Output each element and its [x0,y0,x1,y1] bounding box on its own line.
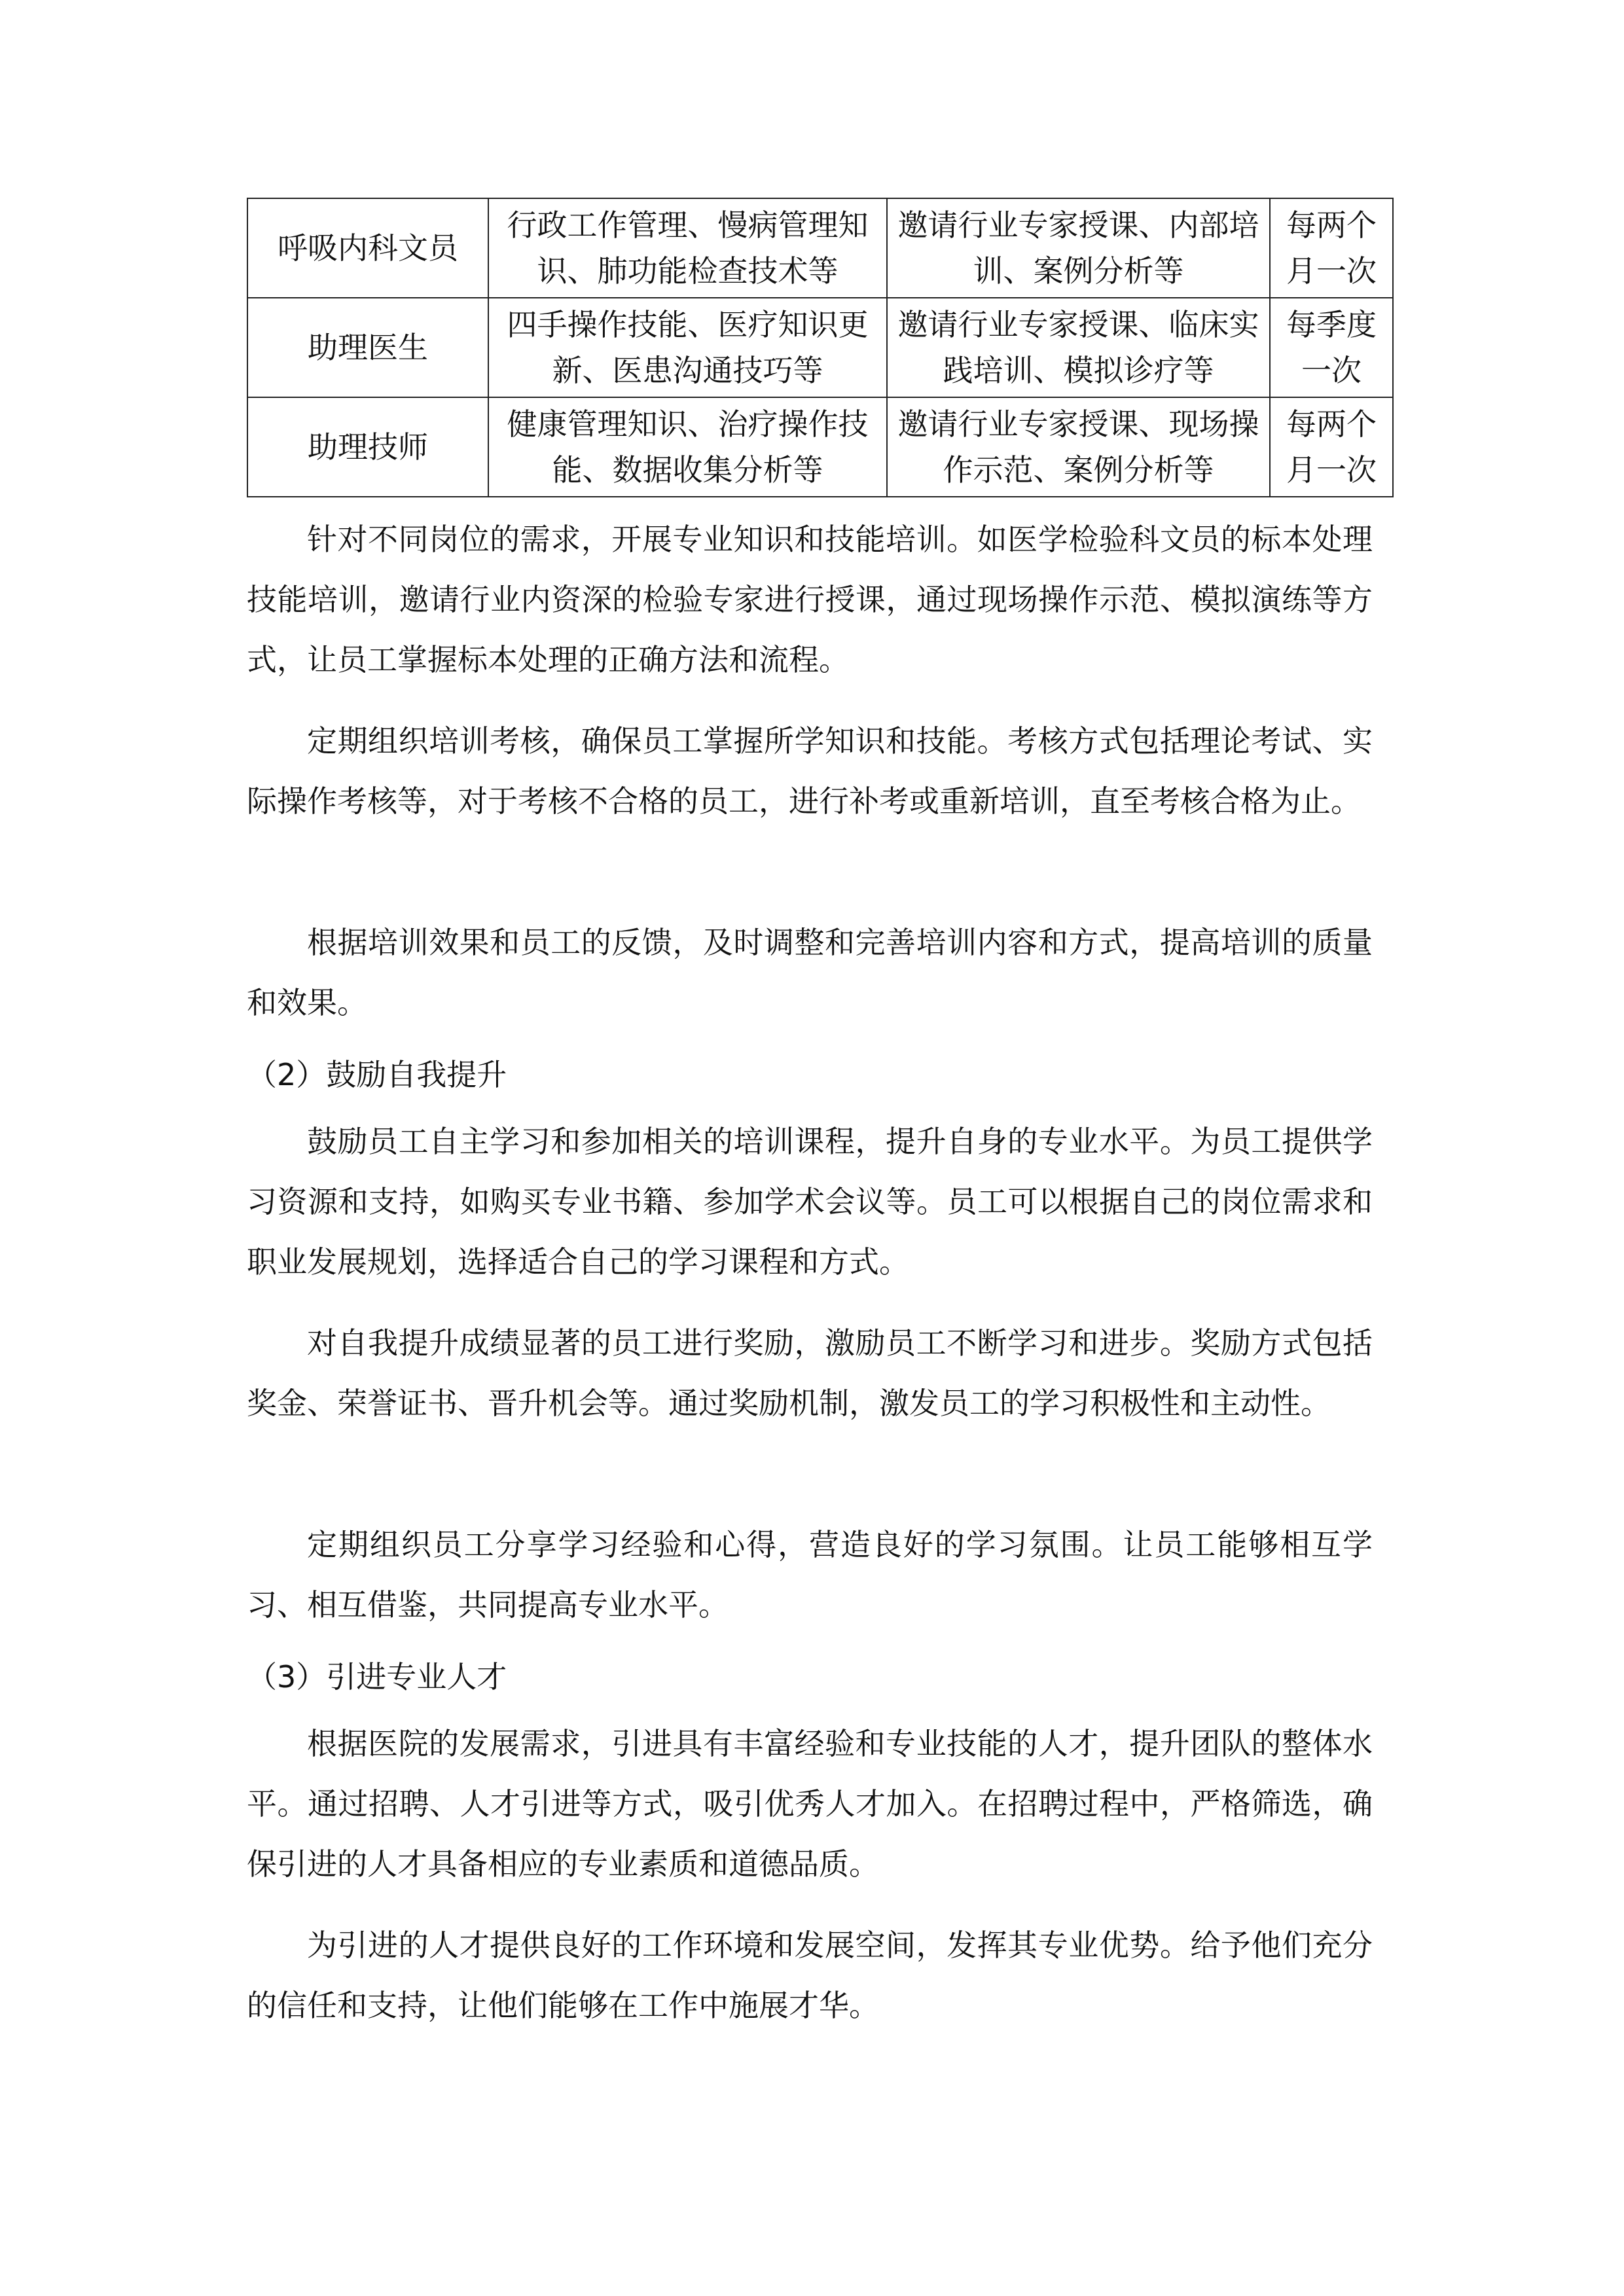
paragraph: 根据培训效果和员工的反馈，及时调整和完善培训内容和方式，提高培训的质量和效果。 [247,925,1373,1020]
table-cell-position: 助理技师 [247,397,488,497]
table-cell-position: 呼吸内科文员 [247,198,488,298]
table-row [247,397,1393,497]
table-row [247,198,1393,298]
table-cell-frequency: 每两个月一次 [1270,198,1393,298]
training-table [247,198,1394,497]
table-row [247,298,1393,397]
paragraph: 针对不同岗位的需求，开展专业知识和技能培训。如医学检验科文员的标本处理技能培训，邀请行业内资深的检验专家进行授课，通过现场操作示范、模拟演练等方式，让员工掌握标本处理的正确方法和流程。 [247,522,1373,677]
paragraph: 定期组织培训考核，确保员工掌握所学知识和技能。考核方式包括理论考试、实际操作考核等，对于考核不合格的员工，进行补考或重新培训，直至考核合格为止。 [247,723,1373,819]
section-heading: （2）鼓励自我提升 [247,1057,507,1092]
section-heading: （3）引进专业人才 [247,1659,507,1695]
table-cell-method: 邀请行业专家授课、内部培训、案例分析等 [887,198,1270,298]
table-cell-content: 四手操作技能、医疗知识更新、医患沟通技巧等 [488,298,887,397]
paragraph: 鼓励员工自主学习和参加相关的培训课程，提升自身的专业水平。为员工提供学习资源和支持，如购买专业书籍、参加学术会议等。员工可以根据自己的岗位需求和职业发展规划，选择适合自己的学习课程和方式。 [247,1124,1373,1280]
table-cell-position: 助理医生 [247,298,488,397]
table-cell-frequency: 每季度一次 [1270,298,1393,397]
table-cell-method: 邀请行业专家授课、临床实践培训、模拟诊疗等 [887,298,1270,397]
paragraph: 根据医院的发展需求，引进具有丰富经验和专业技能的人才，提升团队的整体水平。通过招聘、人才引进等方式，吸引优秀人才加入。在招聘过程中，严格筛选，确保引进的人才具备相应的专业素质和道德品质。 [247,1726,1373,1882]
table-cell-content: 健康管理知识、治疗操作技能、数据收集分析等 [488,397,887,497]
paragraph: 对自我提升成绩显著的员工进行奖励，激励员工不断学习和进步。奖励方式包括奖金、荣誉证书、晋升机会等。通过奖励机制，激发员工的学习积极性和主动性。 [247,1325,1373,1421]
paragraph: 定期组织员工分享学习经验和心得，营造良好的学习氛围。让员工能够相互学习、相互借鉴，共同提高专业水平。 [247,1527,1373,1623]
table-cell-method: 邀请行业专家授课、现场操作示范、案例分析等 [887,397,1270,497]
table-cell-frequency: 每两个月一次 [1270,397,1393,497]
paragraph: 为引进的人才提供良好的工作环境和发展空间，发挥其专业优势。给予他们充分的信任和支持，让他们能够在工作中施展才华。 [247,1928,1373,2023]
table-cell-content: 行政工作管理、慢病管理知识、肺功能检查技术等 [488,198,887,298]
